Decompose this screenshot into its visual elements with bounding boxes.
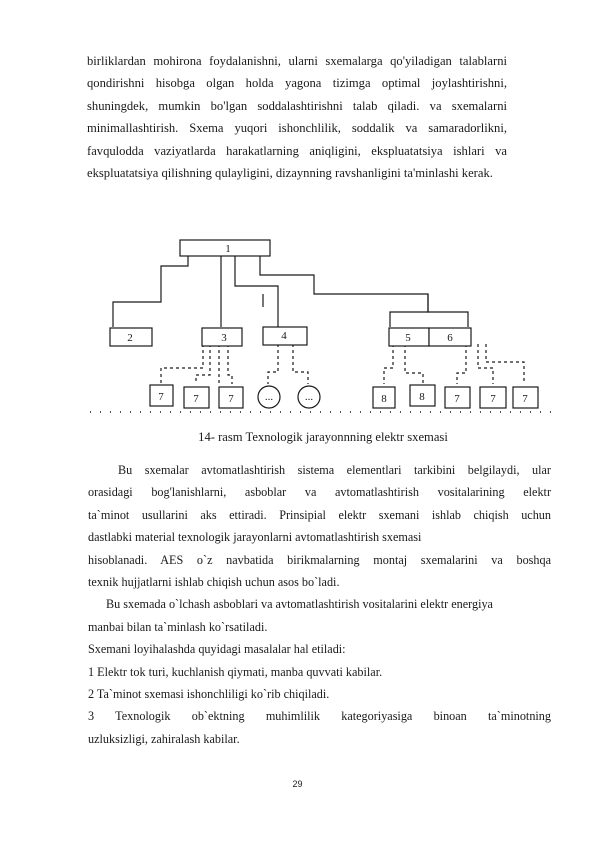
text-line: manbai bilan ta`minlash ko`rsatiladi. [88,619,268,634]
figure-caption: 14- rasm Texnologik jarayonnning elektr sxemasi [198,430,448,444]
text-line: Sxemani loyihalashda quyidagi masalalar hal etiladi: [88,642,346,657]
text-line: texnik hujjatlarni ishlab chiqish uchun asos bo`ladi. [88,574,340,589]
circle-label-2: ... [304,391,314,403]
label-3: 3 [221,332,227,344]
text-line: Bu sxemalar avtomatlashtirish sistema elementlari tarkibini belgilaydi, ular [118,463,551,477]
list-item: 3 Texnologik ob`ektning muhimlilik kategoriyasiga binoan ta`minotning [88,709,551,724]
circle-label-1: ... [264,391,274,403]
intro-paragraph: birliklardan mohirona foydalanishni, ularni sxemalarga qo'yiladigan talablarni qondirishni hisobga olgan holda yagona tizimga optimal joylashtirishni, shuningdek, mumkin bo'lgan soddalashtirishni talab qiladi. va sxemalarni minimallashtirish. Sxema yuqori ishonchlilik, soddalik va samaradorlikni, favqulodda vaziyatlarda harakatlarning aniqligini, ekspluatatsiya ishlari va ekspluatatsiya qilishning qulayligini, dizaynning ravshanligini ta'minlashi kerak. [87,54,507,181]
label-5: 5 [405,332,411,344]
label-7f: 7 [522,393,528,405]
label-7e: 7 [490,393,496,405]
label-1: 1 [225,243,231,255]
list-item: 2 Ta`minot sxemasi ishonchliligi ko`rib chiqiladi. [88,686,330,701]
label-8a: 8 [381,393,387,405]
page-number: 29 [292,779,303,789]
label-2: 2 [127,332,133,344]
text-line: Bu sxemada o`lchash asboblari va avtomatlashtirish vositalarini elektr energiya [106,597,493,612]
text-line: hisoblanadi. AES o`z navbatida birikmalarning montaj sxemalarini va boshqa [88,552,551,567]
electrical-scheme-diagram [88,232,558,417]
label-4: 4 [281,330,287,342]
label-7d: 7 [454,393,460,405]
list-item: 1 Elektr tok turi, kuchlanish qiymati, manba quvvati kabilar. [88,664,383,679]
text-line: uzluksizligi, zahiralash kabilar. [88,731,240,746]
text-line: orasidagi bog'lanishlarni, asboblar va avtomatlashtirish vositalarining elektr [88,485,551,500]
label-7c: 7 [228,393,234,405]
label-7a: 7 [158,391,164,403]
body-text [88,459,551,750]
label-8b: 8 [419,391,425,403]
text-line: dastlabki material texnologik jarayonlarni avtomatlashtirish sxemasi [88,530,422,545]
label-6: 6 [447,332,453,344]
label-7b: 7 [193,393,199,405]
text-line: ta`minot usullarini aks ettiradi. Prinsipial elektr sxemani ishlab chiqish uchun [88,507,551,522]
